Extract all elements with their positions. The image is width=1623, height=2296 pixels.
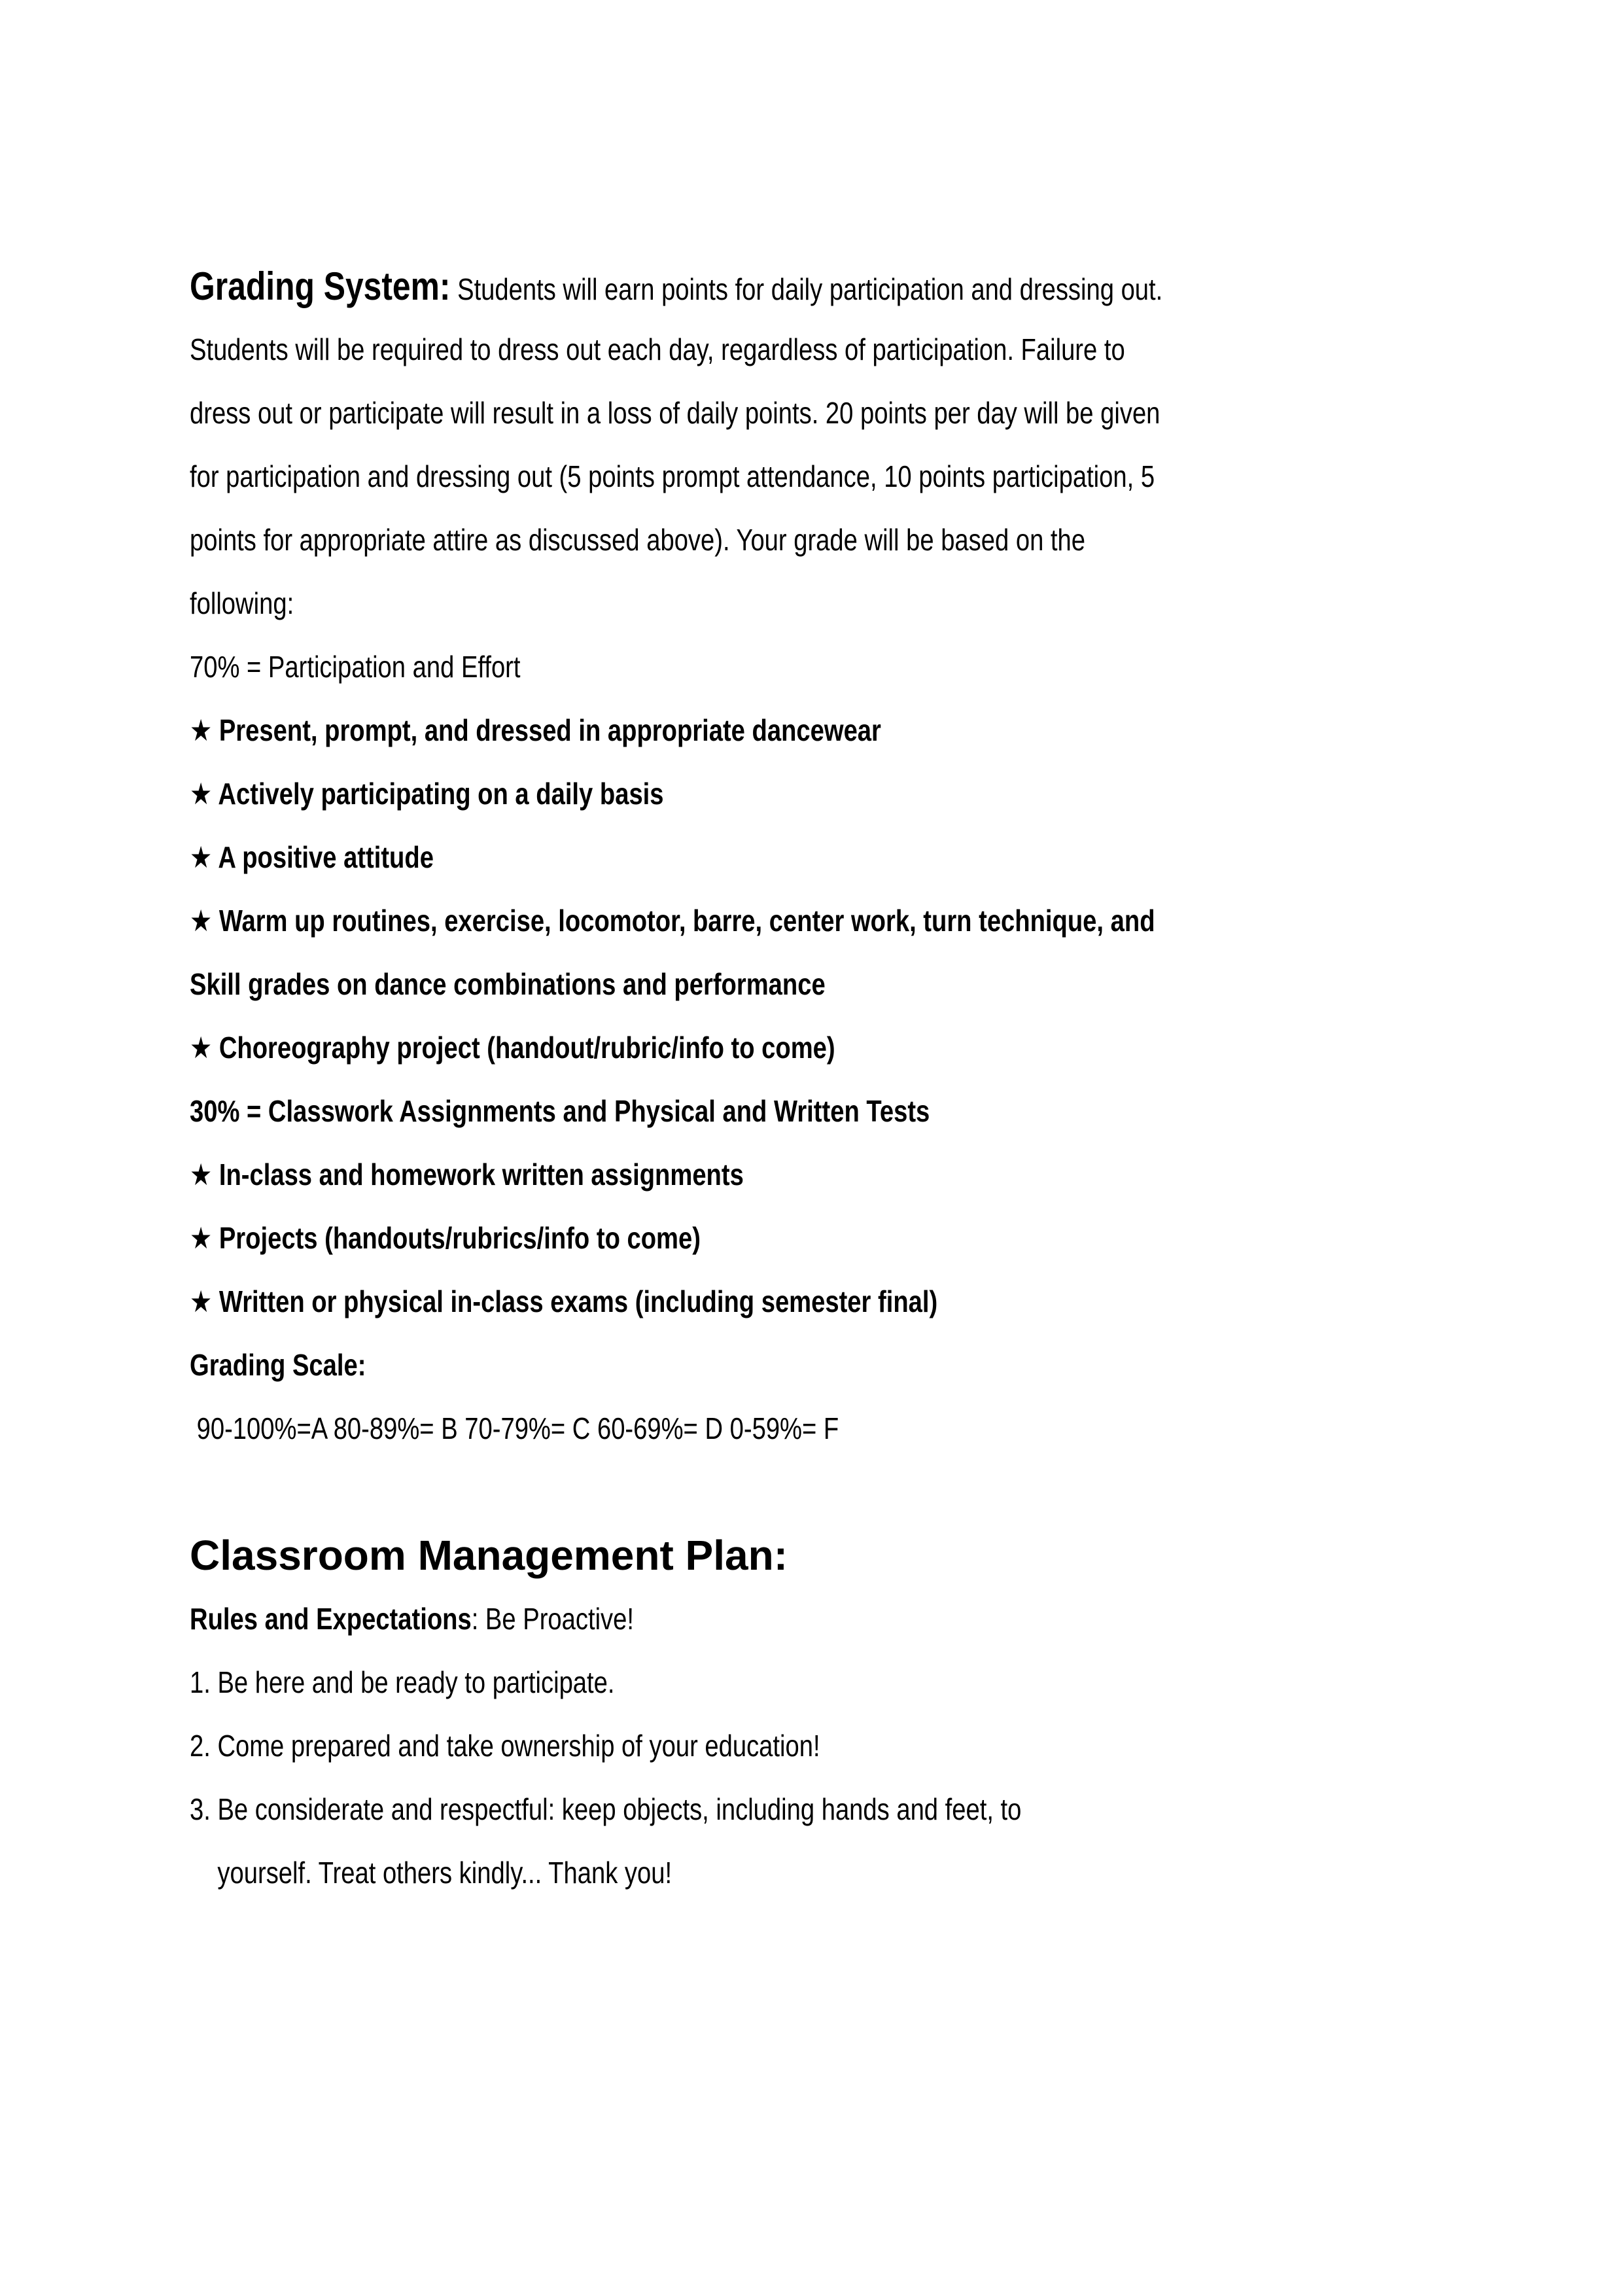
text-run: 1. Be here and be ready to participate. bbox=[190, 1665, 615, 1699]
grading-system-heading: Grading System: bbox=[190, 264, 451, 308]
text-run: : Be Proactive! bbox=[471, 1602, 634, 1636]
text-run: Present, prompt, and dressed in appropriate dancewear bbox=[212, 713, 881, 747]
bullet-line bbox=[190, 1270, 1380, 1333]
star-bullet-icon: ★ bbox=[190, 1031, 213, 1065]
text-line bbox=[190, 508, 1380, 572]
star-bullet-icon: ★ bbox=[190, 1221, 213, 1255]
text-run: Actively participating on a daily basis bbox=[212, 777, 664, 811]
text-run: following: bbox=[190, 586, 294, 620]
text-run: In-class and homework written assignments bbox=[212, 1157, 744, 1192]
text-run: Students will earn points for daily participation and dressing out. bbox=[450, 272, 1163, 306]
rule-item-line bbox=[190, 1651, 1380, 1714]
text-run: yourself. Treat others kindly... Thank you! bbox=[190, 1856, 672, 1890]
rules-and-expectations-heading: Rules and Expectations bbox=[190, 1602, 472, 1636]
text-run: 90-100%=A 80-89%= B 70-79%= C 60-69%= D 0-59%= F bbox=[190, 1411, 839, 1445]
text-run: for participation and dressing out (5 points prompt attendance, 10 points participation, 5 bbox=[190, 459, 1155, 493]
text-line bbox=[190, 445, 1380, 508]
text-run: 3. Be considerate and respectful: keep objects, including hands and feet, to bbox=[190, 1792, 1022, 1826]
bullet-continuation-line bbox=[190, 953, 1380, 1016]
text-run: 70% = Participation and Effort bbox=[190, 650, 521, 684]
text-run: Skill grades on dance combinations and performance bbox=[190, 967, 826, 1001]
text-run: 30% = Classwork Assignments and Physical and Written Tests bbox=[190, 1094, 930, 1128]
text-run: A positive attitude bbox=[212, 840, 434, 874]
text-line bbox=[190, 318, 1380, 381]
rule-item-continuation-line bbox=[190, 1841, 1380, 1905]
star-bullet-icon: ★ bbox=[190, 1284, 213, 1318]
text-line bbox=[190, 572, 1380, 635]
rule-item-line bbox=[190, 1714, 1380, 1778]
text-run: Students will be required to dress out each day, regardless of participation. Failure to bbox=[190, 332, 1125, 366]
star-bullet-icon: ★ bbox=[190, 777, 213, 811]
grading-scale-values-line bbox=[190, 1397, 1380, 1460]
grading-scale-heading: Grading Scale: bbox=[190, 1348, 366, 1382]
text-run: Warm up routines, exercise, locomotor, barre, center work, turn technique, and bbox=[212, 904, 1155, 938]
text-run: points for appropriate attire as discussed above). Your grade will be based on the bbox=[190, 523, 1085, 557]
document-content bbox=[190, 255, 1623, 1905]
bullet-line bbox=[190, 1016, 1380, 1080]
rule-item-line bbox=[190, 1778, 1380, 1841]
text-run: 2. Come prepared and take ownership of your education! bbox=[190, 1729, 820, 1763]
text-run: Choreography project (handout/rubric/info to come) bbox=[212, 1031, 835, 1065]
star-bullet-icon: ★ bbox=[190, 1157, 213, 1192]
bullet-line bbox=[190, 699, 1380, 762]
bullet-line bbox=[190, 1143, 1380, 1207]
text-run: Written or physical in-class exams (including semester final) bbox=[212, 1284, 938, 1318]
grading-scale-heading-line bbox=[190, 1333, 1380, 1397]
grading-system-heading-line bbox=[190, 255, 1380, 318]
bullet-line bbox=[190, 1207, 1380, 1270]
classroom-management-plan-heading: Classroom Management Plan: bbox=[190, 1532, 788, 1579]
classwork-weight-line bbox=[190, 1080, 1380, 1143]
text-run: Projects (handouts/rubrics/info to come) bbox=[212, 1221, 701, 1255]
bullet-line bbox=[190, 762, 1380, 826]
participation-weight-line bbox=[190, 635, 1380, 699]
text-run: dress out or participate will result in a loss of daily points. 20 points per day will be given bbox=[190, 396, 1161, 430]
star-bullet-icon: ★ bbox=[190, 713, 213, 747]
rules-and-expectations-line bbox=[190, 1587, 1380, 1651]
star-bullet-icon: ★ bbox=[190, 904, 213, 938]
star-bullet-icon: ★ bbox=[190, 840, 213, 874]
text-line bbox=[190, 381, 1380, 445]
classroom-management-plan-heading-line bbox=[190, 1524, 1623, 1587]
bullet-line bbox=[190, 889, 1380, 953]
bullet-line bbox=[190, 826, 1380, 889]
blank-line bbox=[190, 1460, 1380, 1524]
